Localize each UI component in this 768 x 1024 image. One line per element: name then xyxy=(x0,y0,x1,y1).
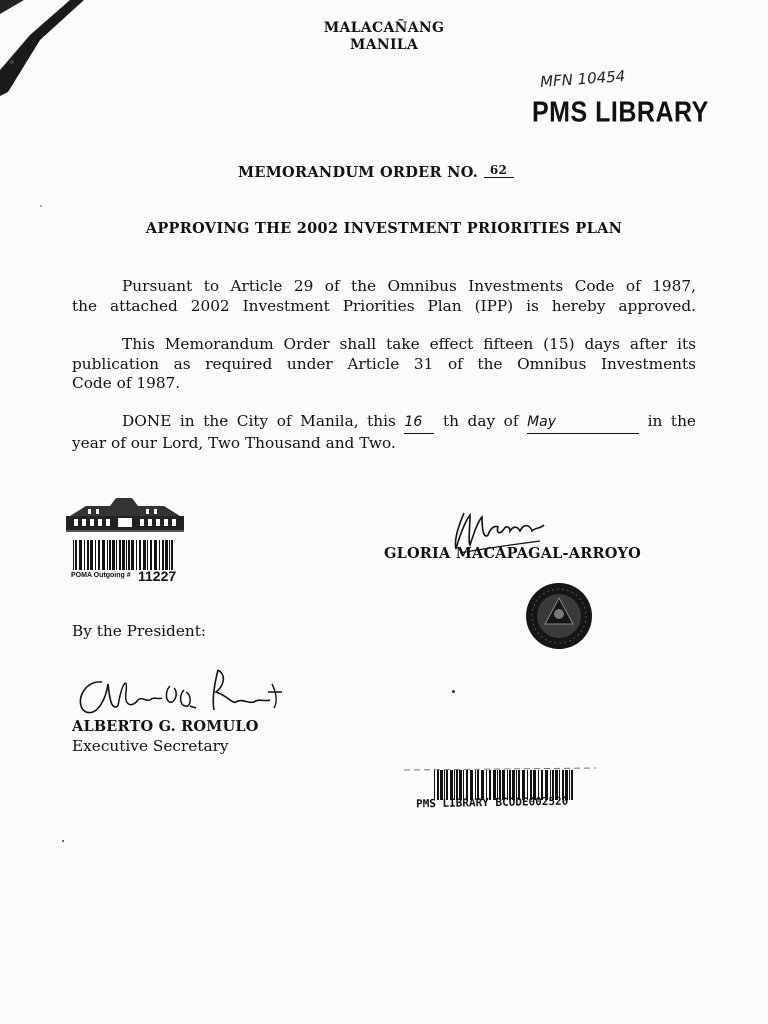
month-blank: May xyxy=(527,413,639,434)
handwritten-reference-number: MFN 10454 xyxy=(539,67,626,91)
secretary-signature-icon xyxy=(72,662,302,722)
done-text-3: in the xyxy=(647,412,696,430)
barcode-bar xyxy=(98,540,100,570)
memo-number: 62 xyxy=(484,163,514,178)
barcode-bar xyxy=(169,540,170,570)
barcode-bar xyxy=(437,770,439,800)
barcode-bar xyxy=(112,540,115,570)
memorandum-order-title xyxy=(238,163,514,181)
barcode-bar xyxy=(119,540,121,570)
barcode-bar xyxy=(95,540,96,570)
barcode-bar xyxy=(116,540,117,570)
barcode-bar xyxy=(75,540,77,570)
library-barcode-label: PMS LIBRARY BCODE002520 xyxy=(415,794,569,811)
paragraph-line: publication as required under Article 31 of the Omnibus Investments xyxy=(72,354,696,373)
barcode-bar xyxy=(131,540,134,570)
president-name: GLORIA MACAPAGAL-ARROYO xyxy=(384,545,641,562)
memo-title-prefix: MEMORANDUM ORDER NO. xyxy=(238,164,479,181)
barcode-bar xyxy=(128,540,130,570)
paragraph-line: Code of 1987. xyxy=(72,374,181,392)
barcode-bar xyxy=(154,540,157,570)
barcode-bar xyxy=(165,540,168,570)
secretary-name: ALBERTO G. ROMULO xyxy=(72,718,259,735)
paragraph-done xyxy=(72,412,696,453)
done-text-1: DONE in the City of Manila, this xyxy=(122,412,396,430)
barcode-bar xyxy=(147,540,148,570)
barcode-bar xyxy=(454,770,455,800)
barcode-bar xyxy=(459,770,462,800)
barcode-bar xyxy=(136,540,137,570)
barcode-bar xyxy=(87,540,89,570)
paragraph-approval xyxy=(72,277,696,316)
memo-subject: APPROVING THE 2002 INVESTMENT PRIORITIES PLAN xyxy=(145,220,623,237)
barcode-bar xyxy=(109,540,111,570)
scan-speck xyxy=(452,690,455,693)
barcode-bar xyxy=(143,540,146,570)
scan-speck xyxy=(40,205,42,207)
barcode-bar xyxy=(456,770,458,800)
poma-outgoing-number: 11227 xyxy=(138,568,177,584)
barcode-bar xyxy=(102,540,105,570)
letterhead-manila: MANILA xyxy=(349,37,419,53)
done-text-2: th day of xyxy=(442,412,519,430)
barcode-bar xyxy=(444,770,445,800)
barcode-bar xyxy=(90,540,93,570)
poma-outgoing-label: POMA Outgoing # xyxy=(71,572,131,579)
barcode-bar xyxy=(171,540,173,570)
barcode-bar xyxy=(446,770,448,800)
paragraph-effectivity xyxy=(72,335,696,394)
barcode-bar xyxy=(139,540,141,570)
barcode-bar xyxy=(150,540,152,570)
presidential-seal-icon xyxy=(525,582,593,650)
barcode-bar xyxy=(434,770,435,800)
letterhead-malacanang: MALACAÑANG xyxy=(323,20,445,36)
barcode-bar xyxy=(440,770,443,800)
barcode-bar xyxy=(107,540,108,570)
by-the-president-text: By the President: xyxy=(72,622,207,640)
scan-speck xyxy=(62,840,64,842)
pms-library-stamp: PMS LIBRARY xyxy=(532,96,709,129)
secretary-title: Executive Secretary xyxy=(72,737,229,755)
barcode-bar xyxy=(126,540,127,570)
barcode-bar xyxy=(569,770,570,800)
barcode-bar xyxy=(450,770,453,800)
malacanang-building-stamp-icon xyxy=(66,496,184,534)
paragraph-line: the attached 2002 Investment Priorities Plan (IPP) is hereby approved. xyxy=(72,296,696,315)
paragraph-line: Pursuant to Article 29 of the Omnibus Investments Code of 1987, xyxy=(122,277,696,295)
barcode-bar xyxy=(73,540,74,570)
barcode-bar xyxy=(162,540,164,570)
paragraph-line: This Memorandum Order shall take effect fifteen (15) days after its xyxy=(122,335,696,353)
barcode-bar xyxy=(84,540,85,570)
paragraph-line xyxy=(72,412,696,434)
paragraph-line: year of our Lord, Two Thousand and Two. xyxy=(72,433,396,452)
outgoing-barcode-icon xyxy=(71,540,175,570)
barcode-bar xyxy=(159,540,160,570)
barcode-bar xyxy=(122,540,125,570)
barcode-bar xyxy=(79,540,82,570)
barcode-bar xyxy=(571,770,573,800)
day-blank: 16 xyxy=(404,413,434,434)
